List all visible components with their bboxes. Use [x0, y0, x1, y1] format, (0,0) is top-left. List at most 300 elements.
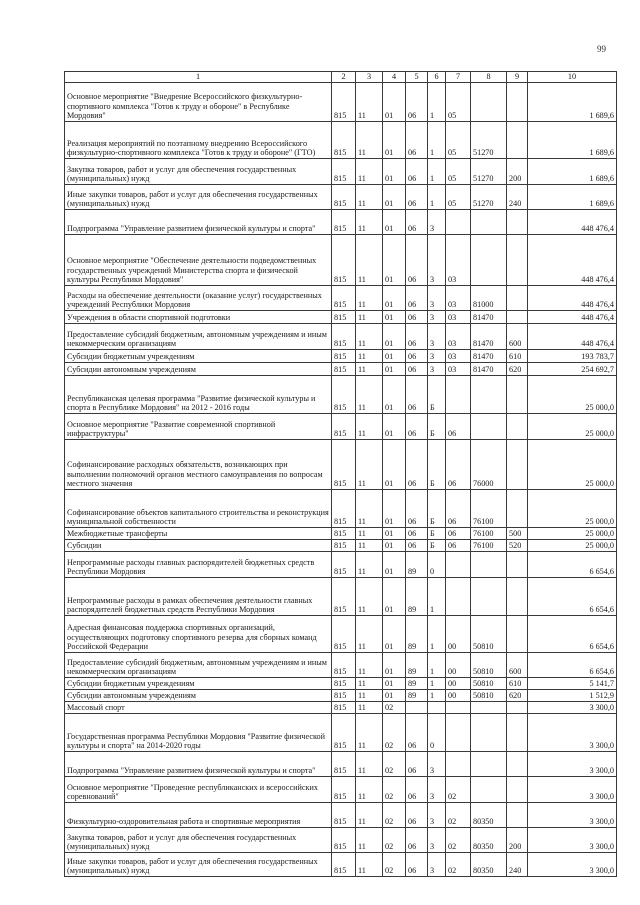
row-amount: 6 654,6: [528, 653, 617, 678]
row-code-c8: [471, 83, 507, 122]
row-code-c5: 89: [406, 690, 428, 702]
row-name: Субсидии: [65, 540, 332, 552]
column-header-5: 5: [406, 72, 428, 83]
row-code-c3: 11: [356, 777, 383, 803]
row-code-c8: 76000: [471, 440, 507, 490]
table-row: [65, 616, 617, 653]
row-code-c6: 1: [428, 678, 446, 690]
row-code-c4: 02: [383, 714, 406, 752]
row-code-c2: 815: [332, 350, 356, 363]
row-code-c9: [507, 803, 528, 828]
row-code-c7: 02: [446, 853, 471, 877]
row-code-c5: 06: [406, 350, 428, 363]
row-name: Учреждения в области спортивной подготовки: [65, 311, 332, 324]
row-code-c8: 81470: [471, 363, 507, 376]
row-code-c2: 815: [332, 122, 356, 159]
row-code-c3: 11: [356, 528, 383, 540]
row-code-c3: 11: [356, 540, 383, 552]
row-code-c4: 02: [383, 702, 406, 714]
row-code-c7: [446, 552, 471, 578]
row-code-c4: 01: [383, 376, 406, 414]
row-code-c7: 05: [446, 122, 471, 159]
table-row: [65, 363, 617, 376]
row-code-c9: [507, 235, 528, 286]
row-code-c2: 815: [332, 552, 356, 578]
row-code-c2: 815: [332, 324, 356, 350]
row-code-c5: 06: [406, 159, 428, 185]
row-code-c6: 3: [428, 803, 446, 828]
row-code-c6: 1: [428, 159, 446, 185]
row-code-c4: 01: [383, 528, 406, 540]
table-row: [65, 803, 617, 828]
table-row: [65, 653, 617, 678]
row-amount: 448 476,4: [528, 286, 617, 311]
row-code-c9: 610: [507, 350, 528, 363]
row-code-c5: 06: [406, 853, 428, 877]
row-code-c4: 01: [383, 552, 406, 578]
row-code-c2: 815: [332, 363, 356, 376]
row-code-c7: 06: [446, 540, 471, 552]
row-code-c7: [446, 376, 471, 414]
table-row: [65, 350, 617, 363]
row-code-c8: 50810: [471, 678, 507, 690]
row-code-c8: 76100: [471, 540, 507, 552]
row-code-c5: 06: [406, 777, 428, 803]
row-name: Основное мероприятие "Развитие современной спортивной инфраструктуры": [65, 414, 332, 440]
column-header-10: 10: [528, 72, 617, 83]
page-number: 99: [597, 44, 606, 54]
row-code-c9: [507, 286, 528, 311]
row-code-c2: 815: [332, 616, 356, 653]
row-code-c7: [446, 714, 471, 752]
row-code-c4: 01: [383, 690, 406, 702]
row-code-c6: 1: [428, 578, 446, 616]
row-code-c2: 815: [332, 678, 356, 690]
row-code-c7: 06: [446, 490, 471, 528]
row-code-c7: 00: [446, 653, 471, 678]
row-code-c9: 200: [507, 828, 528, 853]
table-row: [65, 414, 617, 440]
row-code-c3: 11: [356, 690, 383, 702]
row-code-c4: 01: [383, 490, 406, 528]
row-code-c5: 89: [406, 653, 428, 678]
row-name: Расходы на обеспечение деятельности (оказание услуг) государственных учреждений Республики Мордовия: [65, 286, 332, 311]
column-header-3: 3: [356, 72, 383, 83]
row-code-c9: 620: [507, 690, 528, 702]
row-code-c5: 06: [406, 363, 428, 376]
table-row: [65, 828, 617, 853]
row-code-c6: 3: [428, 363, 446, 376]
table-row: [65, 714, 617, 752]
row-code-c3: 11: [356, 376, 383, 414]
row-code-c3: 11: [356, 803, 383, 828]
row-code-c4: 01: [383, 440, 406, 490]
row-name: Софинансирование расходных обязательств, возникающих при выполнении полномочий органов местного самоуправления по вопросам местного значения: [65, 440, 332, 490]
row-name: Государственная программа Республики Мордовия "Развитие физической культуры и спорта" на 2014-2020 годы: [65, 714, 332, 752]
row-code-c9: 610: [507, 678, 528, 690]
row-code-c5: 06: [406, 324, 428, 350]
row-code-c7: 05: [446, 185, 471, 210]
row-code-c7: 02: [446, 803, 471, 828]
row-code-c3: 11: [356, 578, 383, 616]
row-code-c3: 11: [356, 235, 383, 286]
row-code-c8: 76100: [471, 490, 507, 528]
row-code-c4: 01: [383, 414, 406, 440]
row-name: Предоставление субсидий бюджетным, автономным учреждениям и иным некоммерческим организациям: [65, 653, 332, 678]
row-code-c4: 01: [383, 653, 406, 678]
row-code-c9: 600: [507, 324, 528, 350]
row-code-c9: 600: [507, 653, 528, 678]
table-row: [65, 678, 617, 690]
row-code-c5: 06: [406, 528, 428, 540]
row-code-c2: 815: [332, 578, 356, 616]
row-name: Непрограммные расходы главных распорядителей бюджетных средств Республики Мордовия: [65, 552, 332, 578]
row-code-c6: 1: [428, 616, 446, 653]
row-amount: 25 000,0: [528, 440, 617, 490]
row-code-c2: 815: [332, 159, 356, 185]
row-code-c2: 815: [332, 286, 356, 311]
row-amount: 3 300,0: [528, 828, 617, 853]
column-header-2: 2: [332, 72, 356, 83]
row-code-c3: 11: [356, 363, 383, 376]
row-name: Закупка товаров, работ и услуг для обеспечения государственных (муниципальных) нужд: [65, 828, 332, 853]
row-code-c9: 500: [507, 528, 528, 540]
row-code-c4: 02: [383, 752, 406, 777]
row-code-c3: 11: [356, 552, 383, 578]
row-code-c9: [507, 376, 528, 414]
row-code-c5: 06: [406, 440, 428, 490]
row-code-c7: 05: [446, 83, 471, 122]
row-amount: 5 141,7: [528, 678, 617, 690]
row-code-c4: 02: [383, 803, 406, 828]
row-amount: 193 783,7: [528, 350, 617, 363]
row-code-c8: 81470: [471, 350, 507, 363]
row-amount: 1 689,6: [528, 83, 617, 122]
table-row: [65, 235, 617, 286]
row-code-c6: 3: [428, 311, 446, 324]
row-code-c8: 50810: [471, 690, 507, 702]
row-code-c9: [507, 414, 528, 440]
row-name: Республиканская целевая программа "Развитие физической культуры и спорта в Республике Мордовия" на 2012 - 2016 годы: [65, 376, 332, 414]
row-code-c3: 11: [356, 311, 383, 324]
row-code-c9: 620: [507, 363, 528, 376]
row-code-c9: [507, 777, 528, 803]
row-code-c5: 06: [406, 235, 428, 286]
row-code-c4: 01: [383, 210, 406, 235]
row-amount: 3 300,0: [528, 777, 617, 803]
row-code-c6: Б: [428, 528, 446, 540]
row-code-c3: 11: [356, 828, 383, 853]
row-amount: 1 512,9: [528, 690, 617, 702]
row-code-c6: 3: [428, 324, 446, 350]
row-code-c5: 89: [406, 578, 428, 616]
row-code-c7: 03: [446, 324, 471, 350]
row-code-c6: Б: [428, 376, 446, 414]
row-name: Межбюджетные трансферты: [65, 528, 332, 540]
row-amount: 3 300,0: [528, 752, 617, 777]
row-code-c6: 1: [428, 185, 446, 210]
row-code-c8: 81470: [471, 311, 507, 324]
column-header-9: 9: [507, 72, 528, 83]
row-code-c8: 80350: [471, 853, 507, 877]
row-code-c4: 01: [383, 311, 406, 324]
row-name: Софинансирование объектов капитального строительства и реконструкция муниципальной собственности: [65, 490, 332, 528]
row-amount: 6 654,6: [528, 578, 617, 616]
row-code-c8: 76100: [471, 528, 507, 540]
row-code-c2: 815: [332, 702, 356, 714]
table-row: [65, 853, 617, 877]
row-code-c7: 03: [446, 286, 471, 311]
row-code-c8: [471, 702, 507, 714]
row-code-c7: [446, 702, 471, 714]
row-code-c3: 11: [356, 286, 383, 311]
row-code-c6: 3: [428, 752, 446, 777]
row-code-c9: [507, 122, 528, 159]
row-amount: 3 300,0: [528, 714, 617, 752]
row-name: Закупка товаров, работ и услуг для обеспечения государственных (муниципальных) нужд: [65, 159, 332, 185]
row-name: Субсидии автономным учреждениям: [65, 363, 332, 376]
row-amount: 1 689,6: [528, 185, 617, 210]
row-name: Массовый спорт: [65, 702, 332, 714]
row-code-c7: 05: [446, 159, 471, 185]
row-amount: 25 000,0: [528, 376, 617, 414]
row-code-c5: 89: [406, 616, 428, 653]
row-code-c3: 11: [356, 414, 383, 440]
row-code-c3: 11: [356, 122, 383, 159]
row-name: Предоставление субсидий бюджетным, автономным учреждениям и иным некоммерческим организациям: [65, 324, 332, 350]
row-code-c8: [471, 752, 507, 777]
table-row: [65, 702, 617, 714]
table-row: [65, 528, 617, 540]
table-row: [65, 540, 617, 552]
column-header-6: 6: [428, 72, 446, 83]
row-code-c4: 01: [383, 616, 406, 653]
row-code-c5: 06: [406, 210, 428, 235]
row-code-c5: 89: [406, 552, 428, 578]
row-code-c6: 1: [428, 653, 446, 678]
row-name: Непрограммные расходы в рамках обеспечения деятельности главных распорядителей бюджетных средств Республики Мордовия: [65, 578, 332, 616]
row-code-c8: 50810: [471, 616, 507, 653]
row-amount: 3 300,0: [528, 853, 617, 877]
row-code-c5: 06: [406, 311, 428, 324]
row-code-c2: 815: [332, 376, 356, 414]
row-code-c8: 80350: [471, 828, 507, 853]
row-code-c2: 815: [332, 210, 356, 235]
header-row: [65, 72, 617, 83]
row-code-c3: 11: [356, 616, 383, 653]
row-code-c8: 50810: [471, 653, 507, 678]
row-code-c9: 240: [507, 185, 528, 210]
row-code-c2: 815: [332, 490, 356, 528]
row-amount: 6 654,6: [528, 616, 617, 653]
row-code-c3: 11: [356, 853, 383, 877]
row-name: Иные закупки товаров, работ и услуг для обеспечения государственных (муниципальных) нужд: [65, 185, 332, 210]
row-amount: 25 000,0: [528, 540, 617, 552]
row-code-c9: [507, 714, 528, 752]
row-code-c6: 1: [428, 83, 446, 122]
row-code-c2: 815: [332, 540, 356, 552]
row-code-c4: 01: [383, 578, 406, 616]
row-code-c3: 11: [356, 702, 383, 714]
row-code-c9: 520: [507, 540, 528, 552]
row-code-c6: 0: [428, 552, 446, 578]
table-row: [65, 83, 617, 122]
row-code-c5: 06: [406, 828, 428, 853]
row-code-c9: [507, 578, 528, 616]
row-name: Субсидии автономным учреждениям: [65, 690, 332, 702]
budget-table: [64, 71, 617, 877]
row-code-c5: 06: [406, 83, 428, 122]
row-code-c8: [471, 376, 507, 414]
row-code-c7: 03: [446, 311, 471, 324]
row-code-c8: 51270: [471, 122, 507, 159]
row-code-c3: 11: [356, 490, 383, 528]
row-code-c5: 89: [406, 678, 428, 690]
row-code-c5: 06: [406, 540, 428, 552]
row-amount: 254 692,7: [528, 363, 617, 376]
row-code-c4: 01: [383, 324, 406, 350]
row-code-c8: [471, 552, 507, 578]
row-code-c5: 06: [406, 752, 428, 777]
row-amount: 3 300,0: [528, 702, 617, 714]
row-amount: 448 476,4: [528, 210, 617, 235]
row-code-c7: [446, 752, 471, 777]
row-code-c6: Б: [428, 440, 446, 490]
row-code-c3: 11: [356, 350, 383, 363]
row-code-c9: [507, 440, 528, 490]
row-code-c9: [507, 752, 528, 777]
row-amount: 25 000,0: [528, 414, 617, 440]
table-row: [65, 159, 617, 185]
row-code-c6: 0: [428, 714, 446, 752]
table-row: [65, 210, 617, 235]
row-code-c4: 01: [383, 363, 406, 376]
row-code-c5: 06: [406, 122, 428, 159]
row-amount: 3 300,0: [528, 803, 617, 828]
row-code-c7: 03: [446, 235, 471, 286]
row-code-c2: 815: [332, 828, 356, 853]
table-body: [65, 83, 617, 877]
table-row: [65, 552, 617, 578]
row-code-c4: 01: [383, 350, 406, 363]
row-code-c2: 815: [332, 777, 356, 803]
row-code-c8: 80350: [471, 803, 507, 828]
row-code-c9: 200: [507, 159, 528, 185]
row-code-c6: Б: [428, 540, 446, 552]
row-name: Субсидии бюджетным учреждениям: [65, 678, 332, 690]
row-code-c6: 1: [428, 122, 446, 159]
table-row: [65, 185, 617, 210]
row-code-c4: 01: [383, 678, 406, 690]
table-row: [65, 324, 617, 350]
table-row: [65, 578, 617, 616]
row-code-c5: [406, 702, 428, 714]
row-amount: 448 476,4: [528, 235, 617, 286]
row-name: Основное мероприятие "Обеспечение деятельности подведомственных государственных учреждений Министерства спорта и физической культуры Республики Мордовия": [65, 235, 332, 286]
row-code-c7: 06: [446, 440, 471, 490]
table-row: [65, 440, 617, 490]
table-row: [65, 690, 617, 702]
row-code-c6: 3: [428, 853, 446, 877]
row-code-c2: 815: [332, 440, 356, 490]
row-code-c3: 11: [356, 653, 383, 678]
table-row: [65, 777, 617, 803]
row-code-c5: 06: [406, 803, 428, 828]
column-header-8: 8: [471, 72, 507, 83]
table-row: [65, 122, 617, 159]
row-code-c3: 11: [356, 185, 383, 210]
row-code-c2: 815: [332, 311, 356, 324]
row-code-c5: 06: [406, 490, 428, 528]
row-code-c7: 00: [446, 616, 471, 653]
row-code-c3: 11: [356, 752, 383, 777]
row-code-c6: 3: [428, 777, 446, 803]
row-code-c4: 01: [383, 286, 406, 311]
row-code-c2: 815: [332, 714, 356, 752]
row-code-c2: 815: [332, 414, 356, 440]
row-code-c2: 815: [332, 235, 356, 286]
row-name: Основное мероприятие "Проведение республиканских и всероссийских соревнований": [65, 777, 332, 803]
row-amount: 25 000,0: [528, 528, 617, 540]
row-code-c3: 11: [356, 324, 383, 350]
row-code-c8: 51270: [471, 159, 507, 185]
row-code-c2: 815: [332, 83, 356, 122]
row-code-c6: 3: [428, 286, 446, 311]
row-code-c7: 02: [446, 828, 471, 853]
row-code-c8: 81000: [471, 286, 507, 311]
row-code-c6: Б: [428, 414, 446, 440]
row-code-c4: 02: [383, 777, 406, 803]
table-row: [65, 752, 617, 777]
row-code-c5: 06: [406, 286, 428, 311]
row-code-c7: 00: [446, 678, 471, 690]
row-code-c2: 815: [332, 853, 356, 877]
row-amount: 448 476,4: [528, 324, 617, 350]
row-code-c3: 11: [356, 440, 383, 490]
row-code-c3: 11: [356, 714, 383, 752]
row-code-c8: [471, 714, 507, 752]
row-code-c9: 240: [507, 853, 528, 877]
row-amount: 1 689,6: [528, 122, 617, 159]
row-code-c9: [507, 83, 528, 122]
row-amount: 1 689,6: [528, 159, 617, 185]
row-code-c5: 06: [406, 185, 428, 210]
row-code-c5: 06: [406, 376, 428, 414]
row-code-c6: 3: [428, 350, 446, 363]
row-code-c2: 815: [332, 528, 356, 540]
row-code-c2: 815: [332, 803, 356, 828]
row-code-c9: [507, 311, 528, 324]
row-code-c6: 1: [428, 690, 446, 702]
row-code-c3: 11: [356, 678, 383, 690]
row-code-c6: 3: [428, 828, 446, 853]
row-code-c4: 01: [383, 83, 406, 122]
row-name: Адресная финансовая поддержка спортивных организаций, осуществляющих подготовку спортивного резерва для сборных команд Российской Федерации: [65, 616, 332, 653]
row-code-c4: 01: [383, 185, 406, 210]
table-row: [65, 490, 617, 528]
column-header-4: 4: [383, 72, 406, 83]
row-code-c9: [507, 490, 528, 528]
row-code-c7: 03: [446, 363, 471, 376]
row-code-c7: 00: [446, 690, 471, 702]
row-code-c4: 01: [383, 540, 406, 552]
row-code-c3: 11: [356, 210, 383, 235]
row-code-c2: 815: [332, 653, 356, 678]
row-name: Субсидии бюджетным учреждениям: [65, 350, 332, 363]
row-amount: 6 654,6: [528, 552, 617, 578]
row-name: Подпрограмма "Управление развитием физической культуры и спорта": [65, 210, 332, 235]
row-code-c8: [471, 414, 507, 440]
